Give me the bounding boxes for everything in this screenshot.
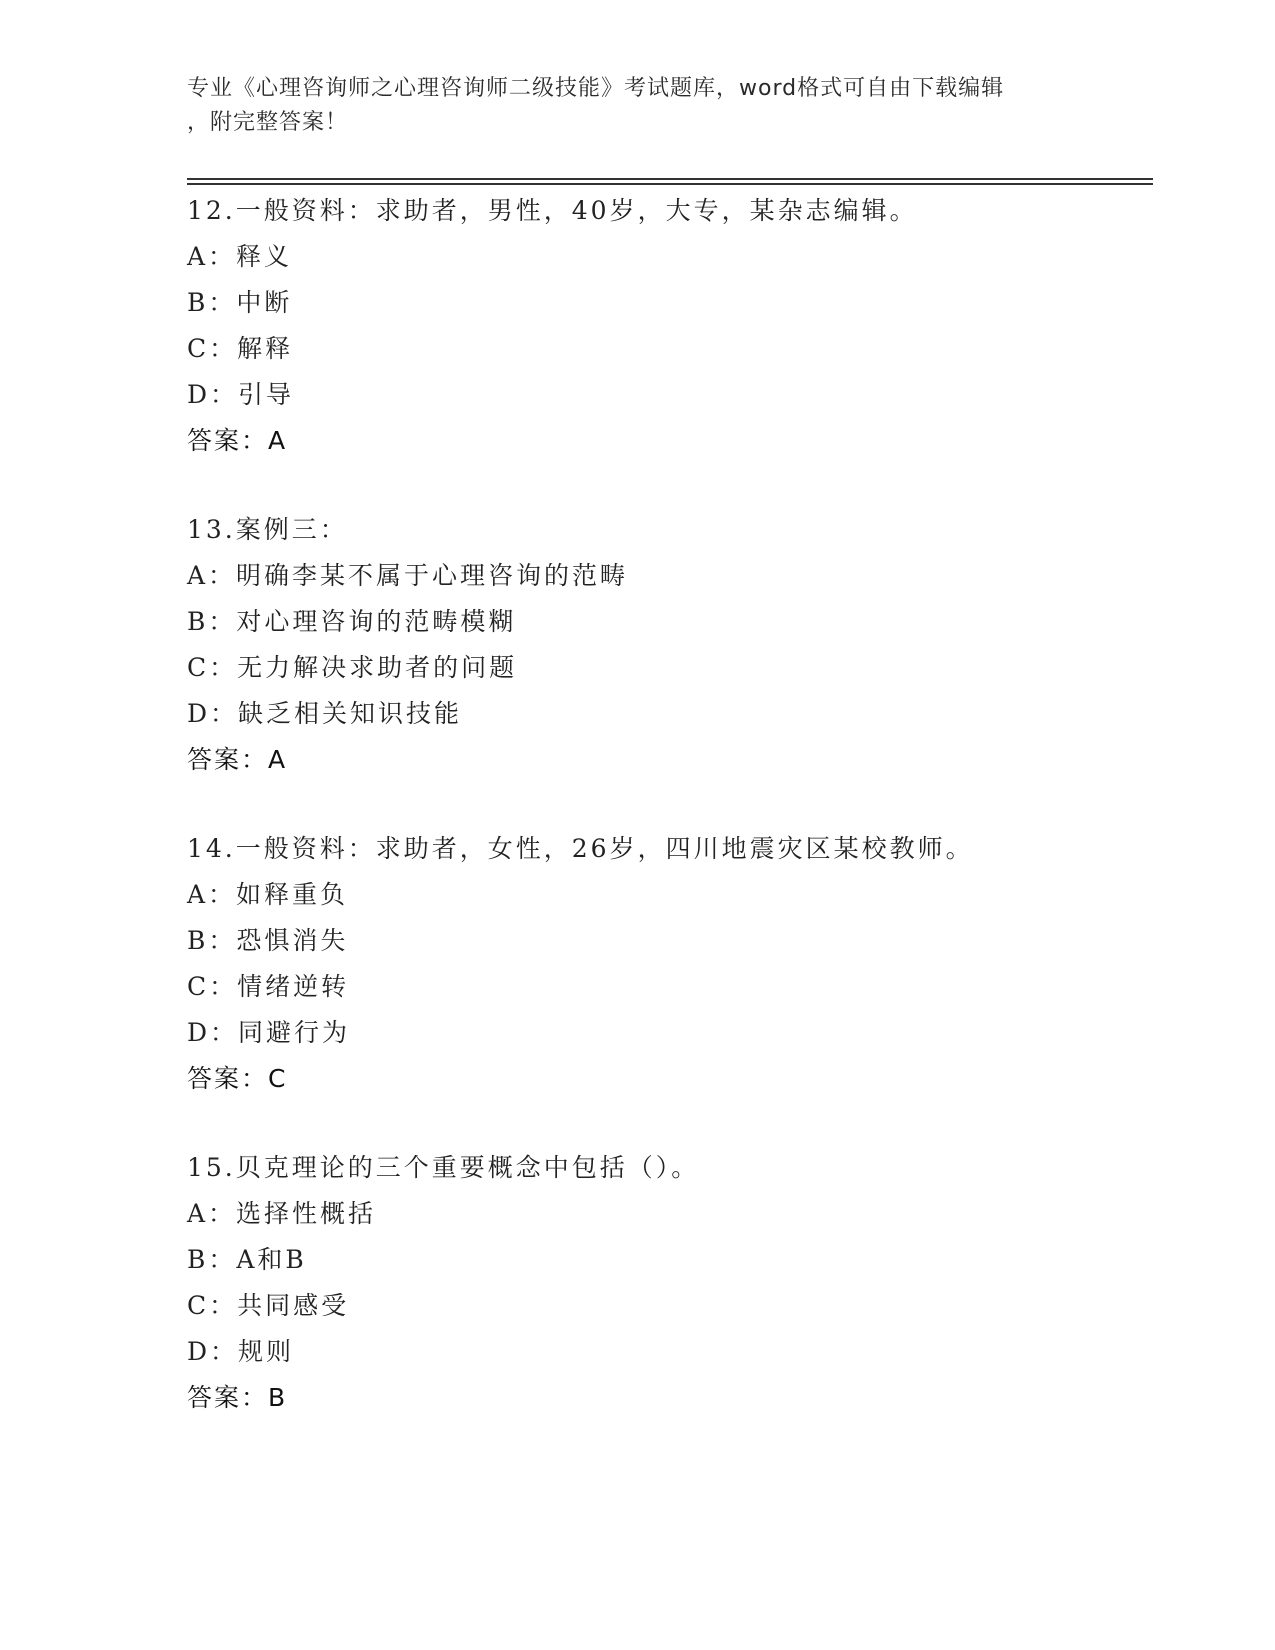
option-a: A：明确李某不属于心理咨询的范畴 [187, 561, 629, 590]
answer-line: 答案：A [187, 745, 288, 774]
question-15 [187, 1145, 1147, 1421]
answer-line: 答案：B [187, 1383, 288, 1412]
question-12 [187, 188, 1147, 464]
option-b: B：A和B [187, 1245, 307, 1274]
option-d: D：缺乏相关知识技能 [187, 699, 463, 728]
option-a: A：释义 [187, 242, 293, 271]
question-title: 15.贝克理论的三个重要概念中包括（）。 [187, 1153, 700, 1182]
question-title: 14.一般资料：求助者，女性，26岁，四川地震灾区某校教师。 [187, 834, 974, 863]
option-c: C：无力解决求助者的问题 [187, 653, 518, 682]
header-line-2: ，附完整答案！ [187, 110, 349, 135]
answer-line: 答案：A [187, 426, 288, 455]
option-c: C：情绪逆转 [187, 972, 350, 1001]
option-b: B：中断 [187, 288, 293, 317]
option-d: D：规则 [187, 1337, 295, 1366]
answer-line: 答案：C [187, 1064, 288, 1093]
option-c: C：解释 [187, 334, 294, 363]
question-title: 13.案例三： [187, 515, 348, 544]
option-d: D：同避行为 [187, 1018, 351, 1047]
header-line-1: 专业《心理咨询师之心理咨询师二级技能》考试题库，word格式可自由下载编辑 [187, 76, 1005, 101]
option-b: B：对心理咨询的范畴模糊 [187, 607, 517, 636]
option-d: D：引导 [187, 380, 295, 409]
question-14 [187, 826, 1147, 1102]
header-divider-bottom [187, 183, 1153, 185]
option-b: B：恐惧消失 [187, 926, 349, 955]
option-c: C：共同感受 [187, 1291, 350, 1320]
question-13 [187, 507, 1147, 783]
header-divider-top [187, 178, 1153, 180]
document-header [187, 72, 1087, 140]
question-title: 12.一般资料：求助者，男性，40岁，大专，某杂志编辑。 [187, 196, 918, 225]
option-a: A：如释重负 [187, 880, 349, 909]
option-a: A：选择性概括 [187, 1199, 377, 1228]
